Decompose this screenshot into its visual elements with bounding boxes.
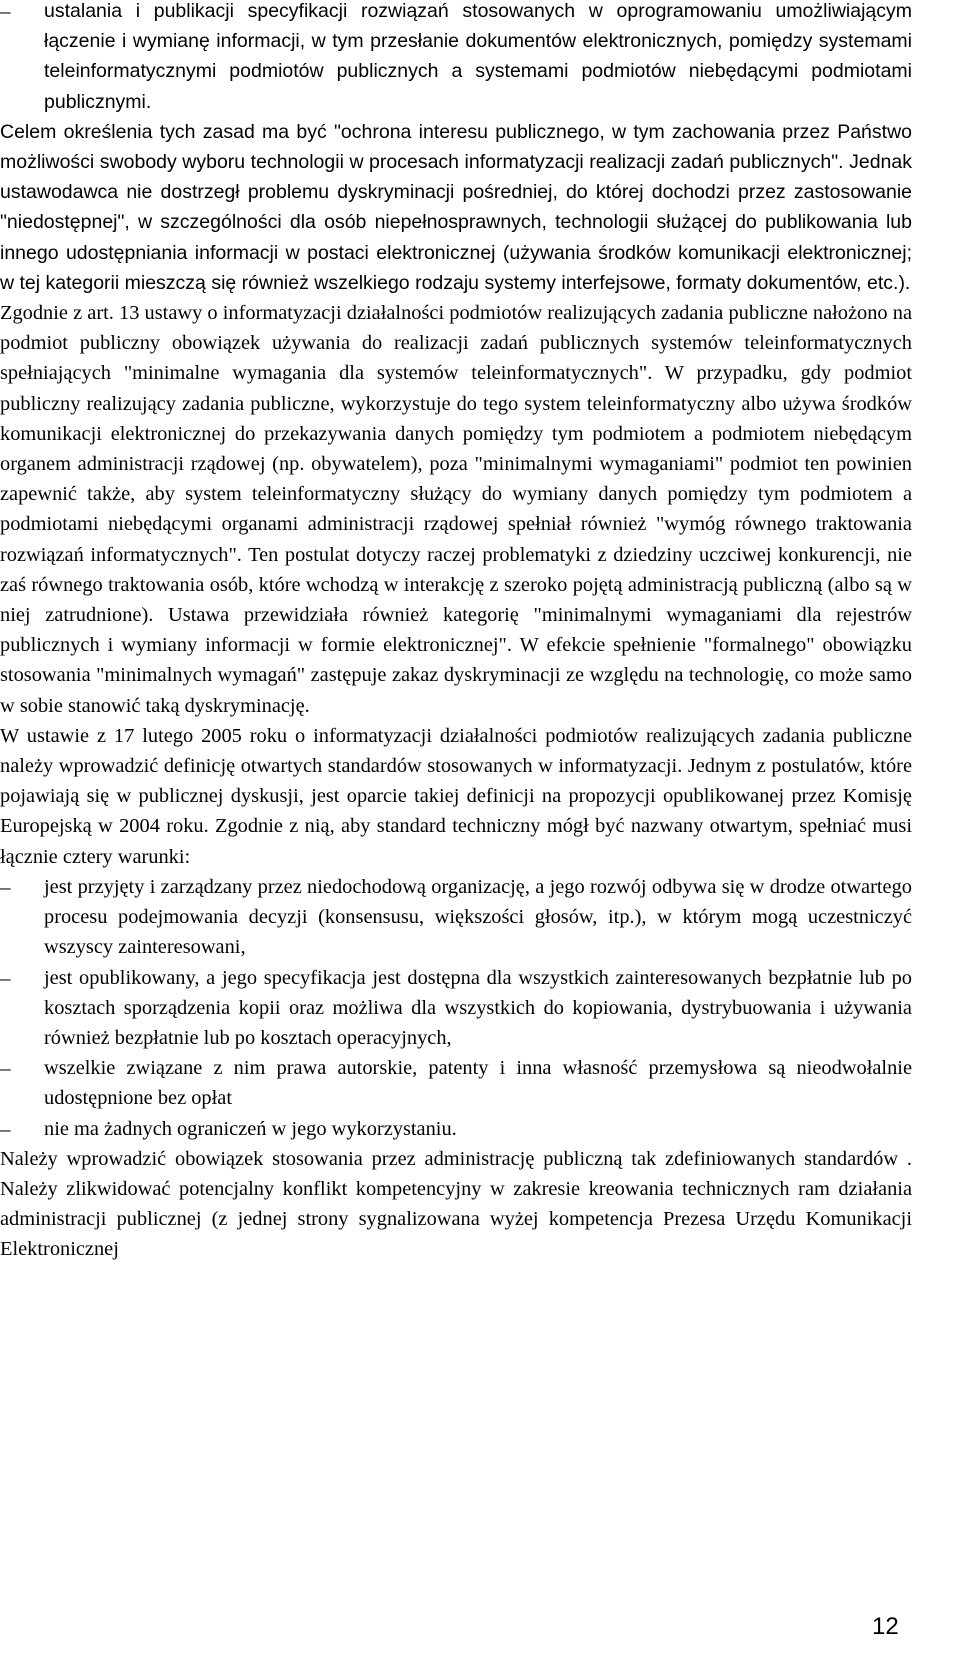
paragraph-ustawa-2005: W ustawie z 17 lutego 2005 roku o informatyzacji działalności podmiotów realizujących zadania publiczne należy wprowadzić definicję otwartych standardów stosowanych w informatyzacji. Jednym z postulatów, które pojawiają się w publicznej dyskusji, jest oparcie takiej definicji na propozycji opublikowanej przez Komisję Europejską w 2004 roku. Zgodnie z nią, aby standard techniczny mógł być nazwany otwartym, spełniać musi łącznie cztery warunki: (0, 724, 912, 868)
open-standard-conditions-list (0, 872, 912, 1144)
paragraph-celem: Celem określenia tych zasad ma być "ochrona interesu publicznego, w tym zachowania przez Państwo możliwości swobody wyboru technologii w procesach informatyzacji realizacji zadań publicznych". Jednak ustawodawca nie dostrzegł problemu dyskryminacji pośredniej, do której dochodzi przez zastosowanie "niedostępnej", w szczególności dla osób niepełnosprawnych, technologii służącej do publikowania lub innego udostępniania informacji w postaci elektronicznej (używania środków komunikacji elektronicznej; w tej kategorii mieszczą się również wszelkiego rodzaju systemy interfejsowe, formaty dokumentów, etc.). (0, 120, 912, 294)
page-number: 12 (872, 1613, 899, 1640)
list-dash-marker: – (0, 1116, 11, 1141)
list-dash-marker: – (0, 965, 11, 990)
paragraph-zgodnie-art-13: Zgodnie z art. 13 ustawy o informatyzacji działalności podmiotów realizujących zadania publiczne nałożono na podmiot publiczny obowiązek używania do realizacji zadań publicznych systemów teleinformatycznych spełniających "minimalne wymagania dla systemów teleinformatycznych". W przypadku, gdy podmiot publiczny realizujący zadania publiczne, wykorzystuje do tego system teleinformatyczny albo używa środków komunikacji elektronicznej do przekazywania danych pomiędzy tym podmiotem a podmiotem niebędącym organem administracji rządowej (np. obywatelem), poza "minimalnymi wymaganiami" podmiot ten powinien zapewnić także, aby system teleinformatyczny służący do wymiany danych pomiędzy tym podmiotem a podmiotami niebędącymi organami administracji rządowej spełniał również "wymóg równego traktowania rozwiązań informatycznych". Ten postulat dotyczy raczej problematyki z dziedziny uczciwej konkurencji, nie zaś równego traktowania osób, które wchodzą w interakcję z szeroko pojętą administracją publiczną (albo są w niej zatrudnione). Ustawa przewidziała również kategorię "minimalnymi wymaganiami dla rejestrów publicznych i wymiany informacji w formie elektronicznej". W efekcie spełnienie "formalnego" obowiązku stosowania "minimalnych wymagań" zastępuje zakaz dyskryminacji ze względu na technologię, co może samo w sobie stanowić taką dyskryminację. (0, 302, 912, 717)
condition-text: wszelkie związane z nim prawa autorskie, patenty i inna własność przemysłowa są nieodwołalnie udostępnione bez opłat (44, 1057, 912, 1110)
intro-list-item (0, 0, 912, 117)
list-dash-marker: – (0, 874, 11, 899)
list-dash-marker: – (0, 0, 11, 23)
condition-item (0, 1053, 912, 1113)
condition-text: jest opublikowany, a jego specyfikacja jest dostępna dla wszystkich zainteresowanych bezpłatnie lub po kosztach sporządzenia kopii oraz możliwa dla wszystkich do kopiowania, dystrybuowania i używania również bezpłatnie lub po kosztach operacyjnych, (44, 966, 912, 1049)
condition-text: nie ma żadnych ograniczeń w jego wykorzystaniu. (44, 1117, 457, 1140)
condition-item (0, 963, 912, 1054)
condition-item (0, 872, 912, 963)
list-dash-marker: – (0, 1056, 11, 1081)
condition-text: jest przyjęty i zarządzany przez niedochodową organizację, a jego rozwój odbywa się w drodze otwartego procesu podejmowania decyzji (konsensusu, większości głosów, itp.), w którym mogą uczestniczyć wszyscy zainteresowani, (44, 875, 912, 959)
intro-list-text: ustalania i publikacji specyfikacji rozwiązań stosowanych w oprogramowaniu umożliwiającym łączenie i wymianę informacji, w tym przesłanie dokumentów elektronicznych, pomiędzy systemami teleinformatycznymi podmiotów publicznych a systemami podmiotów niebędącymi podmiotami publicznymi. (44, 0, 912, 113)
paragraph-closing: Należy wprowadzić obowiązek stosowania przez administrację publiczną tak zdefiniowanych standardów . Należy zlikwidować potencjalny konflikt kompetencyjny w zakresie kreowania technicznych ram działania administracji publicznej (z jednej strony sygnalizowana wyżej kompetencja Prezesa Urzędu Komunikacji Elektronicznej (0, 1147, 912, 1261)
condition-item (0, 1114, 912, 1144)
